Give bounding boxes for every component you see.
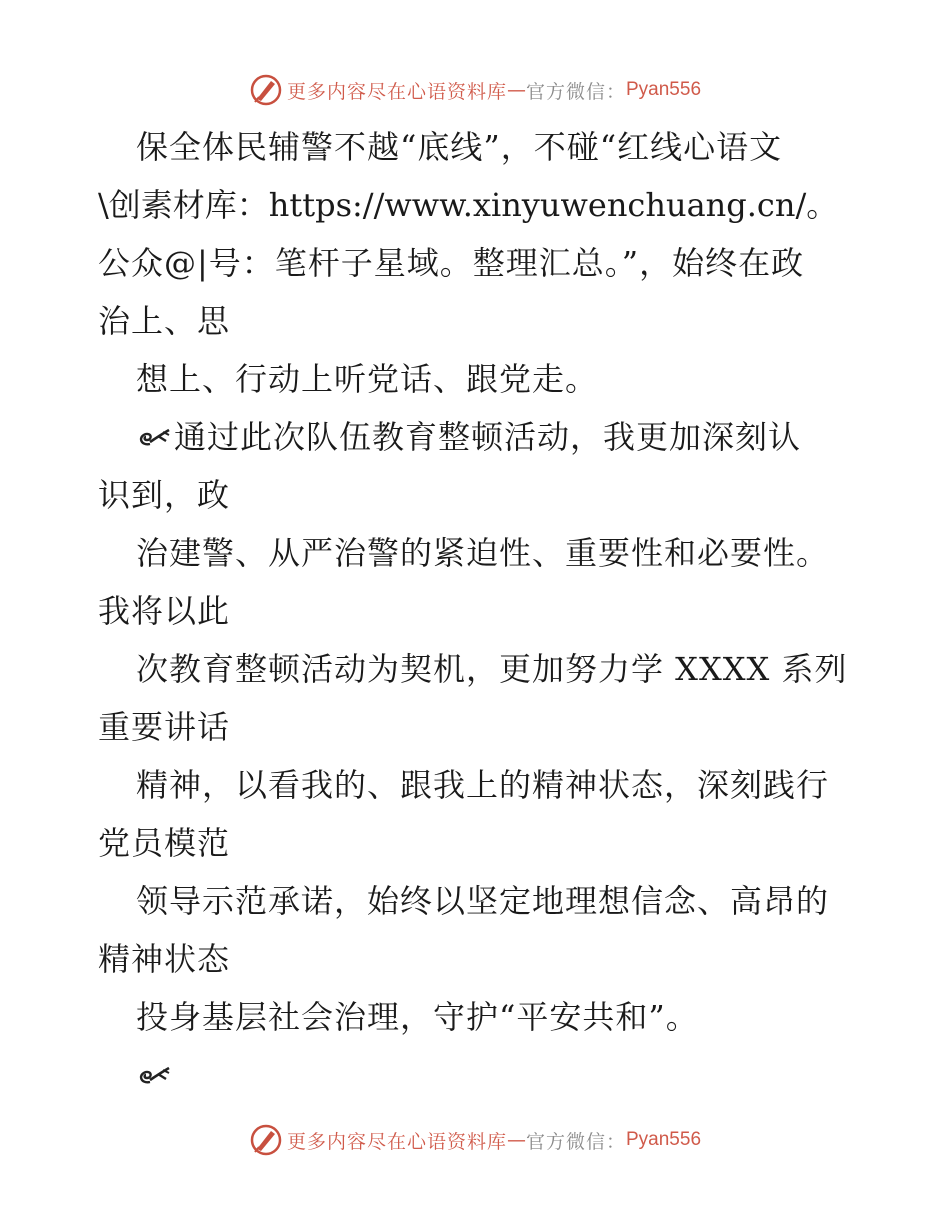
text-line-content: 通过此次队伍教育整顿活动，我更加深刻认 [174, 418, 802, 456]
text-line: 我将以此 [98, 592, 231, 630]
text-line-with-bullet [98, 1046, 858, 1104]
header-banner [0, 70, 950, 110]
document-body [98, 118, 858, 1104]
text-line: 保全体民辅警不越“底线”，不碰“红线心语文 [136, 128, 783, 166]
banner-wechat-label: 官方微信： [525, 1130, 626, 1153]
text-line: 投身基层社会治理，守护“平安共和”。 [136, 998, 699, 1036]
text-line: 公众@|号：笔杆子星域。整理汇总。”，始终在政 [98, 244, 805, 282]
text-line: 党员模范 [98, 824, 231, 862]
quill-pen-logo-icon [249, 1123, 283, 1157]
swirl-bullet-icon [136, 1062, 172, 1088]
text-line [98, 176, 858, 234]
text-line: 精神，以看我的、跟我上的精神状态，深刻践行 [136, 766, 830, 804]
banner-dash: — [506, 1129, 526, 1151]
swirl-bullet-icon [136, 424, 172, 450]
banner-wechat-label: 官方微信： [525, 80, 626, 103]
quill-pen-logo-icon [249, 73, 283, 107]
footer-banner [0, 1120, 950, 1160]
text-line: 精神状态 [98, 940, 231, 978]
banner-main-text: 更多内容尽在心语资料库 [286, 80, 507, 103]
banner-dash: — [506, 79, 526, 101]
text-line: 领导示范承诺，始终以坚定地理想信念、高昂的 [136, 882, 830, 920]
text-line-url: \创素材库：https://www.xinyuwenchuang.cn/。 [98, 186, 839, 224]
banner-wechat-id: Pyan556 [626, 1129, 702, 1150]
text-line: 治建警、从严治警的紧迫性、重要性和必要性。 [136, 534, 830, 572]
text-line-with-bullet [98, 408, 858, 466]
banner-main-text: 更多内容尽在心语资料库 [286, 1130, 507, 1153]
text-line: 想上、行动上听党话、跟党走。 [136, 360, 599, 398]
text-line: 治上、思 [98, 302, 231, 340]
text-line: 次教育整顿活动为契机，更加努力学 XXXX 系列 [136, 650, 848, 688]
text-line: 识到，政 [98, 476, 231, 514]
text-line: 重要讲话 [98, 708, 231, 746]
banner-wechat-id: Pyan556 [626, 79, 702, 100]
